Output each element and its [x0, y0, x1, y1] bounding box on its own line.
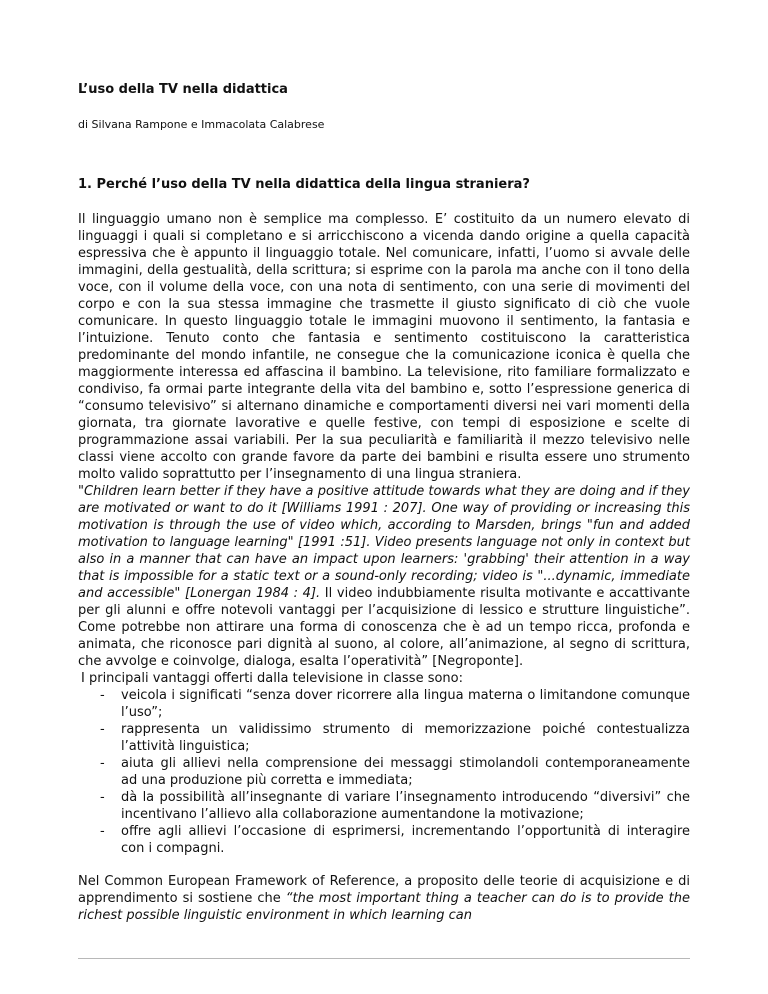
quote-paragraph: [78, 483, 690, 670]
document-page: [78, 82, 690, 924]
english-quote: "Children learn better if they have a positive attitude towards what they are doing and if they are motivated or want to do it [Williams 1991 : 207]. One way of providing or increasing this motivation is through the use of video which, according to Marsden, brings "fun and added motivation to language learning" [1991 :51]. Video presents language not only in context but also in a manner that can have an impact upon learners: 'grabbing' their attention in a way that is impossible for a static text or a sound-only recording; video is "...dynamic, immediate and accessible" [Lonergan 1984 : 4].: [78, 484, 690, 601]
list-item: - rappresenta un validissimo strumento di memorizzazione poiché contestualizza l’attività linguistica;: [78, 721, 690, 755]
quote-continuation: Il video indubbiamente risulta motivante e accattivante per gli alunni e offre notevoli vantaggi per l’acquisizione di lessico e strutture linguistiche”. Come potrebbe non attirare una forma di conoscenza che è ad un tempo ricca, profonda e animata, che riconosce pari dignità al suono, al colore, all’animazione, al segno di scrittura, che avvolge e coinvolge, dialoga, esalta l’operatività” [Negroponte].: [78, 586, 691, 669]
list-item: - dà la possibilità all’insegnante di variare l’insegnamento introducendo “diversivi” che incentivano l’allievo alla collaborazione aumentandone la motivazione;: [78, 789, 690, 823]
final-paragraph-lead: Nel Common European Framework of Reference, a proposito delle teorie di acquisizione e di apprendimento si sostiene che: [78, 874, 690, 906]
document-title: L’uso della TV nella didattica: [78, 82, 288, 97]
list-item: - aiuta gli allievi nella comprensione dei messaggi stimolandoli contemporaneamente ad una produzione più corretta e immediata;: [78, 755, 690, 789]
final-paragraph: [78, 873, 690, 924]
final-paragraph-quote: “the most important thing a teacher can do is to provide the richest possible linguistic environment in which learning can: [78, 891, 691, 923]
advantages-list: [78, 687, 690, 857]
document-authors: di Silvana Rampone e Immacolata Calabrese: [78, 118, 325, 131]
section-heading: 1. Perché l’uso della TV nella didattica della lingua straniera?: [78, 177, 530, 192]
list-intro: I principali vantaggi offerti dalla televisione in classe sono:: [81, 671, 463, 686]
footer-divider: [78, 958, 690, 959]
list-item: - offre agli allievi l’occasione di esprimersi, incrementando l’opportunità di interagire con i compagni.: [78, 823, 690, 857]
body-paragraph: Il linguaggio umano non è semplice ma complesso. E’ costituito da un numero elevato di linguaggi i quali si completano e si arricchiscono a vicenda dando origine a quella capacità espressiva che è appunto il linguaggio totale. Nel comunicare, infatti, l’uomo si avvale delle immagini, della gestualità, della scrittura; si esprime con la parola ma anche con il tono della voce, con il volume della voce, con una nota di sentimento, con una serie di movimenti del corpo e con la sua stessa immagine che trasmette il giusto significato di ciò che vuole comunicare. In questo linguaggio totale le immagini muovono il sentimento, la fantasia e l’intuizione. Tenuto conto che fantasia e sentimento costituiscono la caratteristica predominante del mondo infantile, ne consegue che la comunicazione iconica è quella che maggiormente interessa ed affascina il bambino. La televisione, rito familiare formalizzato e condiviso, fa ormai parte integrante della vita del bambino e, sotto l’espressione generica di “consumo televisivo” si alternano dinamiche e comportamenti diversi nei vari momenti della giornata, tra giornate lavorative e quelle festive, con tempi di esposizione e scelte di programmazione assai variabili. Per la sua peculiarità e familiarità il mezzo televisivo nelle classi viene accolto con grande favore da parte dei bambini e risulta essere uno strumento molto valido soprattutto per l’insegnamento di una lingua straniera.: [78, 212, 690, 482]
list-item: - veicola i significati “senza dover ricorrere alla lingua materna o limitandone comunque l’uso”;: [78, 687, 690, 721]
